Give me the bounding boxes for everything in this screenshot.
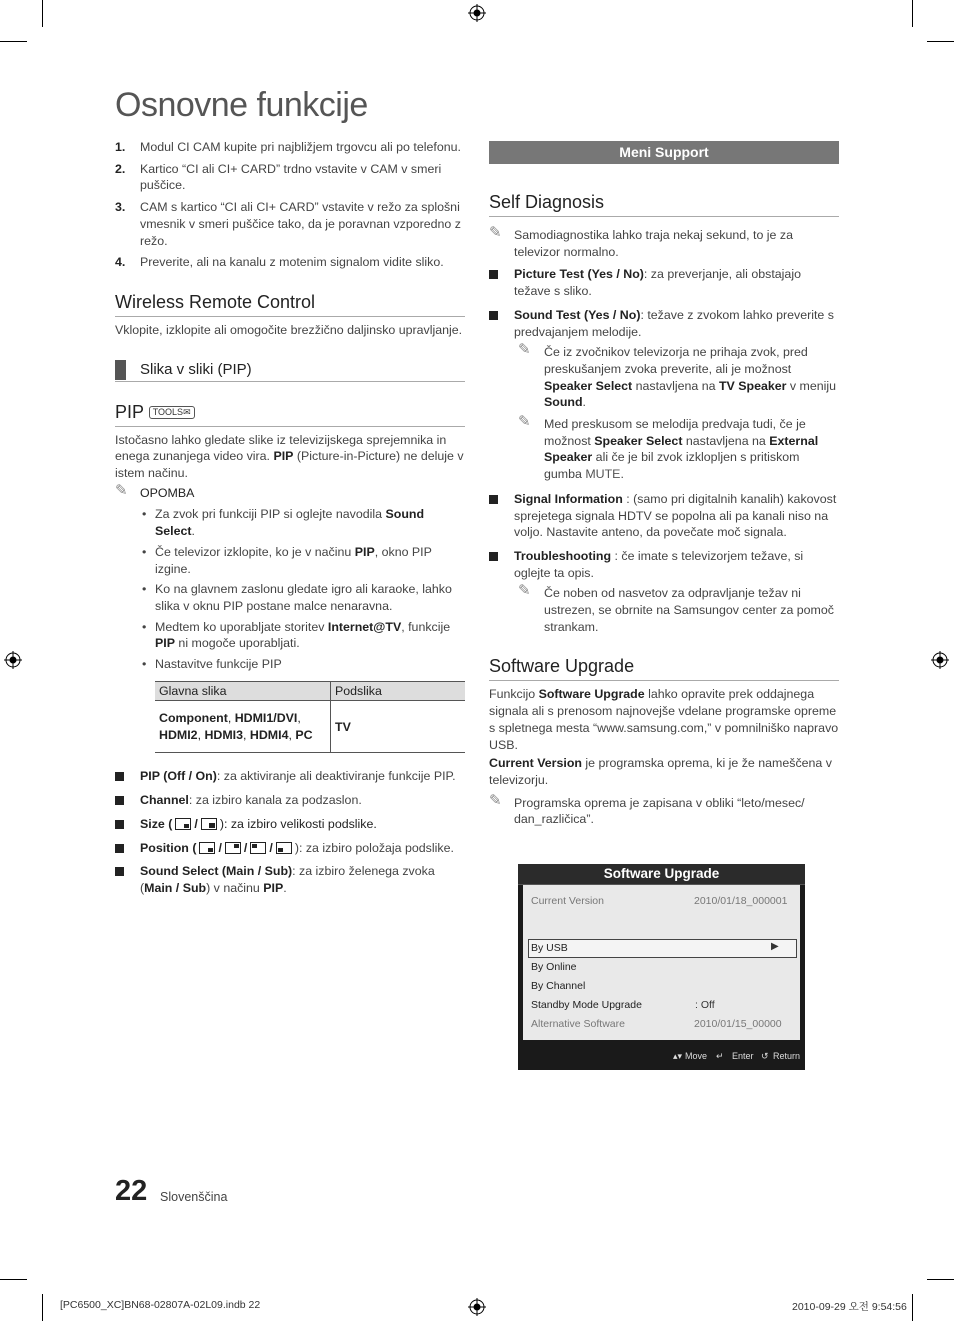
list-item: [115, 863, 465, 896]
return-label: Return: [773, 1051, 801, 1061]
pencil-icon: ✎: [518, 413, 531, 431]
list-item: [115, 792, 465, 809]
left-column: [115, 139, 465, 904]
text: : težave z zvokom lahko preverite s predvajanjem melodije.: [514, 307, 834, 339]
text-strong: PIP: [155, 636, 175, 651]
text-strong: Sound Select (Main / Sub): [140, 864, 293, 879]
pencil-icon: ✎: [489, 791, 502, 809]
list-item: [115, 254, 465, 271]
text-strong: Size (: [140, 816, 173, 831]
diagnosis-list: [489, 266, 839, 635]
move-label: Move: [685, 1051, 708, 1061]
menu-item-by-online[interactable]: By Online: [531, 961, 577, 973]
step-number: 1.: [115, 140, 126, 154]
arrow-right-icon: ▶: [771, 941, 779, 952]
bullet-icon: •: [142, 582, 147, 597]
return-icon: ↺: [761, 1051, 769, 1061]
text-strong: ): za izbiro velikosti podslike.: [219, 816, 377, 831]
text-strong: Sound Test (Yes / No): [514, 307, 641, 322]
bullet-icon: •: [142, 619, 147, 634]
text: lahko opravite prek oddajnega signala ali s prenosom najnovejše vdelane programske opreme s spletnega mesta “www.samsung.com,” v pomnilniško napravo USB.: [489, 687, 839, 752]
pip-heading: [115, 401, 465, 427]
text: : za izbiro kanala za podzaslon.: [188, 793, 362, 808]
text: Če televizor izklopite, ko je v načinu: [155, 544, 355, 559]
text-strong: PIP: [263, 880, 284, 895]
current-version-value: 2010/01/18_000001: [694, 895, 788, 907]
pencil-icon: ✎: [518, 341, 531, 359]
square-bullet-icon: [489, 495, 498, 504]
text: .: [283, 880, 287, 895]
text: ,: [197, 727, 205, 742]
table-header-row: [155, 681, 465, 701]
table-header: Podslika: [331, 681, 466, 701]
steps-list: [115, 139, 465, 271]
list-item: [140, 619, 465, 652]
list-item: [115, 768, 465, 785]
text: HDMI4: [249, 727, 289, 742]
step-text: Modul CI CAM kupite pri najbližjem trgovcu ali po telefonu.: [140, 140, 461, 154]
list-item: [115, 840, 465, 857]
text: : za izbiro želenega zvoka (: [140, 864, 435, 895]
pencil-icon: ✎: [115, 481, 128, 499]
page-title: Osnovne funkcije: [115, 86, 368, 124]
square-bullet-icon: [115, 820, 124, 829]
note-heading: [115, 481, 465, 502]
list-item: [489, 266, 839, 299]
text-strong: Speaker Select: [544, 378, 633, 393]
software-upgrade-heading: Software Upgrade: [489, 655, 839, 681]
text-strong: PIP: [273, 449, 294, 464]
position-bottom-left-icon: [199, 842, 215, 854]
text-strong: Current Version: [489, 756, 582, 771]
note: [489, 791, 839, 828]
text-strong: Sound: [544, 395, 583, 410]
bullet-icon: •: [142, 507, 147, 522]
standby-upgrade-value: : Off: [695, 999, 715, 1011]
text: PC: [295, 727, 313, 742]
text: ,: [227, 711, 235, 726]
crop-mark: [42, 0, 43, 27]
text: Medtem ko uporabljate storitev: [155, 619, 328, 634]
text: MUTE: [585, 467, 621, 482]
text: ): za izbiro položaja podslike.: [294, 840, 454, 855]
text: ali če je bil zvok izklopljen s pritiskom gumba: [544, 450, 800, 482]
slash: /: [243, 840, 248, 855]
text-strong: Speaker Select: [594, 433, 683, 448]
size-small-icon: [175, 818, 191, 830]
pip-section-heading: [115, 359, 465, 382]
software-upgrade-osd: [518, 864, 805, 1070]
step-text: Kartico “CI ali CI+ CARD” trdno vstavite v CAM v smeri puščice.: [140, 161, 442, 193]
note-list: [140, 506, 465, 672]
text-strong: Troubleshooting: [514, 548, 612, 563]
osd-title: Software Upgrade: [518, 864, 805, 885]
crop-mark: [927, 1279, 954, 1280]
registration-mark-icon: [4, 651, 22, 669]
list-item: [140, 656, 465, 673]
text-strong: Main / Sub: [144, 880, 207, 895]
alternative-software-label: Alternative Software: [531, 1018, 625, 1030]
text: ,: [243, 727, 250, 742]
text: : (samo pri digitalnih kanalih) kakovost sprejetega signala HDTV se popolna ali pa kanali niso na voljo. Nastavite anteno, da povečate moč signala.: [514, 491, 837, 540]
text: nastavljena na: [682, 433, 770, 448]
registration-mark-icon: [468, 1298, 486, 1316]
crop-mark: [0, 1279, 27, 1280]
text: , okno PIP izgine.: [155, 544, 432, 576]
crop-mark: [912, 1294, 913, 1321]
crop-mark: [42, 1294, 43, 1321]
text: Component: [159, 711, 228, 726]
text: : če imate s televizorjem težave, si oglejte ta opis.: [514, 548, 804, 580]
step-text: Preverite, ali na kanalu z motenim signalom vidite sliko.: [140, 255, 444, 270]
footer-timestamp: 2010-09-29 오전 9:54:56: [792, 1301, 907, 1313]
text: nastavljena na: [632, 378, 719, 393]
pencil-icon: ✎: [489, 224, 502, 241]
pip-section-label: Slika v sliki (PIP): [140, 360, 252, 378]
text: Če noben od nasvetov za odpravljanje težav ni ustrezen, se obrnite na Samsungov center za pomoč strankam.: [544, 586, 834, 634]
registration-mark-icon: [468, 4, 486, 22]
text: .: [191, 524, 195, 539]
section-bar: [115, 360, 126, 380]
pencil-icon: ✎: [518, 582, 531, 600]
text-strong: Internet@TV: [327, 619, 402, 634]
bullet-icon: •: [142, 544, 147, 559]
list-item: [489, 307, 839, 483]
note-label: OPOMBA: [140, 485, 195, 500]
footer-file-info: [PC6500_XC]BN68-02807A-02L09.indb 22: [60, 1299, 261, 1311]
page-number: 22: [115, 1175, 148, 1207]
note: [518, 341, 839, 411]
text: ) v načinu: [206, 880, 264, 895]
crop-mark: [912, 0, 913, 27]
table-cell: [155, 701, 331, 753]
registration-mark-icon: [931, 651, 949, 669]
table-header: Glavna slika: [155, 681, 331, 701]
square-bullet-icon: [489, 552, 498, 561]
crop-mark: [0, 41, 27, 42]
text: je programska oprema, ki je že nameščena v televizorju.: [489, 756, 832, 787]
text: v meniju: [786, 378, 837, 393]
pip-table: [155, 681, 465, 754]
enter-label: Enter: [732, 1051, 754, 1061]
step-text: CAM s kartico “CI ali CI+ CARD” vstavite v režo za splošni vmesnik v smeri puščice tako, da je poravnan vzporedno z režo.: [140, 200, 461, 248]
position-top-right-icon: [225, 842, 241, 854]
text-strong: TV Speaker: [718, 378, 787, 393]
list-item: [140, 506, 465, 539]
list-item: [115, 199, 465, 249]
paragraph: [489, 755, 839, 788]
text: : za aktiviranje ali deaktiviranje funkcije PIP.: [216, 769, 456, 784]
square-bullet-icon: [115, 867, 124, 876]
position-bottom-left-icon: [276, 842, 292, 854]
text: ,: [288, 727, 296, 742]
menu-item-standby-upgrade[interactable]: Standby Mode Upgrade: [531, 999, 642, 1011]
tools-badge-label: TOOLS: [152, 406, 184, 417]
alternative-software-value: 2010/01/15_00000: [694, 1018, 782, 1030]
square-bullet-icon: [115, 844, 124, 853]
crop-mark: [927, 41, 954, 42]
list-item: [115, 161, 465, 194]
list-item: [489, 548, 839, 636]
text-strong: Sound Select: [155, 507, 425, 539]
square-bullet-icon: [489, 311, 498, 320]
table-cell: TV: [331, 701, 466, 753]
note: [518, 413, 839, 483]
text: Nastavitve funkcije PIP: [155, 657, 282, 672]
list-item: [115, 139, 465, 156]
text: HDMI1/DVI: [234, 711, 298, 726]
text: Za zvok pri funkciji PIP si oglejte navodila: [155, 507, 386, 522]
pip-heading-label: PIP: [115, 401, 144, 422]
pip-intro: [115, 432, 465, 482]
osd-body: [523, 885, 800, 1040]
current-version-label: Current Version: [531, 895, 604, 907]
position-top-left-icon: [250, 842, 266, 854]
list-item: [489, 491, 839, 541]
slash: /: [269, 840, 273, 855]
text: Samodiagnostika lahko traja nekaj sekund, to je za televizor normalno.: [514, 228, 793, 259]
text: (Picture-in-Picture) ne deluje v istem načinu.: [115, 449, 464, 481]
text-strong: Software Upgrade: [538, 687, 645, 702]
square-bullet-icon: [115, 772, 124, 781]
note: [518, 582, 839, 635]
text-strong: Position (: [140, 840, 197, 855]
text: ni mogoče uporabljati.: [174, 636, 300, 651]
text: HDMI2: [159, 727, 198, 742]
list-item: [140, 581, 465, 614]
table-row: [155, 701, 465, 753]
language-label: Slovenščina: [160, 1190, 228, 1204]
text-strong: External Speaker: [544, 433, 819, 465]
text-strong: Picture Test (Yes / No): [514, 267, 644, 282]
step-number: 3.: [115, 200, 126, 215]
square-bullet-icon: [115, 796, 124, 805]
step-number: 4.: [115, 255, 126, 270]
text: Ko na glavnem zaslonu gledate igro ali karaoke, lahko slika v oknu PIP postane malce nenaravna.: [155, 582, 452, 613]
self-diagnosis-heading: Self Diagnosis: [489, 191, 839, 217]
menu-item-by-usb[interactable]: By USB: [531, 942, 568, 954]
text: Med preskusom se melodija predvaja tudi, če je možnost: [544, 417, 806, 448]
square-bullet-icon: [489, 270, 498, 279]
text: ,: [297, 711, 301, 726]
text: Če iz zvočnikov televizorja ne prihaja zvok, pred preskušanjem zvoka preverite, ali je možnost: [544, 345, 808, 376]
slash: /: [218, 840, 222, 855]
move-icon: ▴▾: [673, 1051, 683, 1061]
tools-badge: TOOLS✉: [149, 406, 195, 419]
enter-icon: ↵: [716, 1051, 724, 1061]
text: HDMI3: [204, 727, 244, 742]
bullet-icon: •: [142, 657, 147, 672]
text: Programska oprema je zapisana v obliki “leto/mesec/ dan_različica”.: [514, 795, 805, 827]
list-item: [140, 544, 465, 577]
right-column: [489, 191, 839, 833]
text: Funkcijo: [489, 687, 539, 702]
wireless-heading: Wireless Remote Control: [115, 291, 465, 317]
text-strong: Signal Information: [514, 491, 623, 506]
pip-options-list: [115, 768, 465, 896]
note: [489, 224, 839, 260]
text-strong: Channel: [140, 793, 189, 808]
text: .: [620, 467, 624, 482]
text: : za preverjanje, ali obstajajo težave s sliko.: [514, 267, 801, 299]
support-menu-bar: Meni Support: [489, 141, 839, 164]
wireless-text: Vklopite, izklopite ali omogočite brezžično daljinsko upravljanje.: [115, 322, 463, 337]
step-number: 2.: [115, 161, 126, 176]
text: Istočasno lahko gledate slike iz televizijskega sprejemnika in enega zunanjega video vira.: [115, 432, 447, 464]
text: , funkcije: [401, 619, 451, 634]
osd-footer: [518, 1042, 805, 1070]
list-item: [115, 816, 465, 833]
size-large-icon: [201, 818, 217, 830]
slash: /: [194, 816, 198, 831]
menu-item-by-channel[interactable]: By Channel: [531, 980, 586, 992]
paragraph: [489, 686, 839, 753]
text-strong: PIP (Off / On): [140, 769, 217, 784]
menu-item-selected[interactable]: [528, 939, 797, 958]
text-strong: PIP: [354, 544, 375, 559]
text: .: [582, 395, 586, 410]
